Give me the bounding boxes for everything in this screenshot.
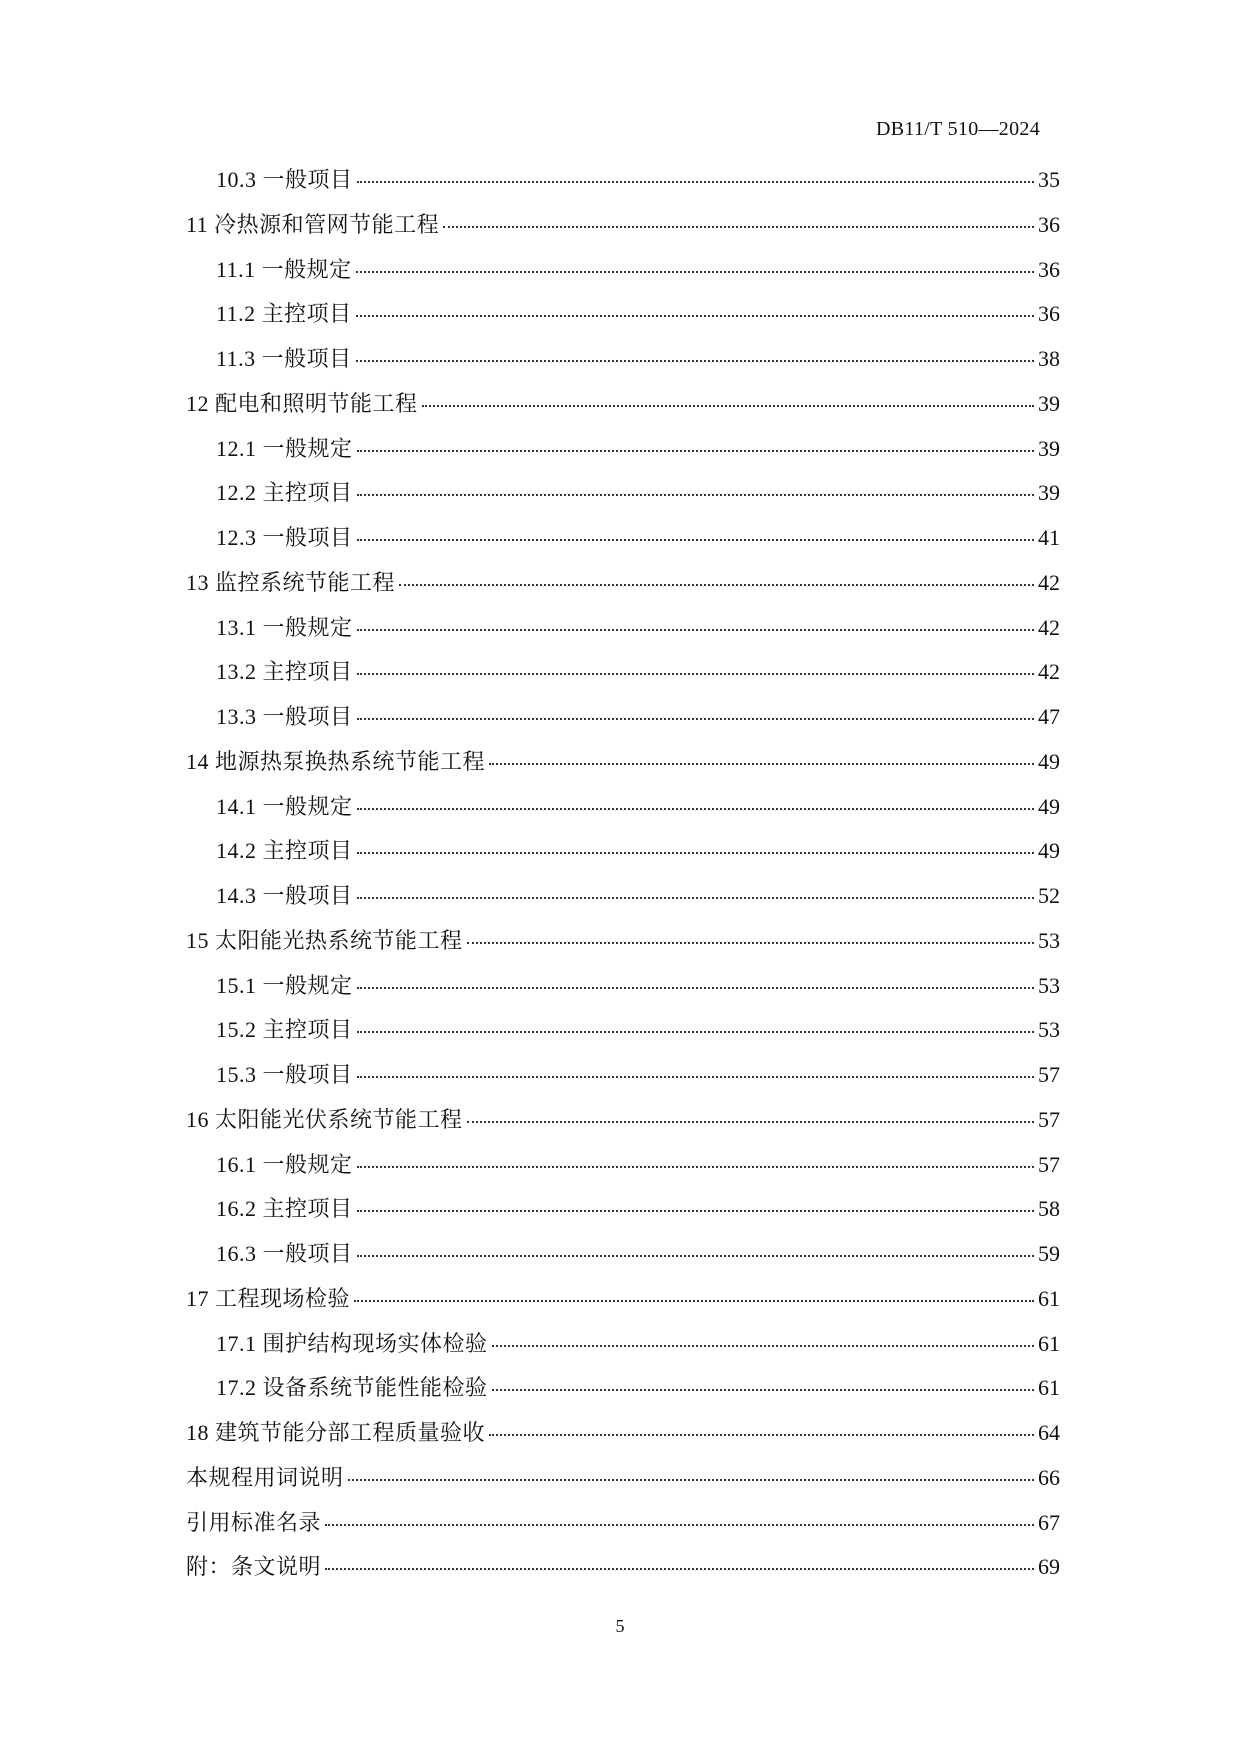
toc-entry-page: 59 bbox=[1038, 1241, 1060, 1266]
dot-leader bbox=[492, 1389, 1034, 1391]
toc-entry[interactable] bbox=[186, 971, 1060, 1016]
toc-entry-page: 61 bbox=[1038, 1330, 1060, 1356]
toc-entry[interactable] bbox=[186, 792, 1060, 837]
toc-entry-page: 42 bbox=[1038, 569, 1060, 595]
dot-leader bbox=[356, 360, 1034, 362]
toc-entry-page: 47 bbox=[1038, 704, 1060, 729]
toc-entry-page: 42 bbox=[1038, 659, 1060, 685]
toc-entry-page: 41 bbox=[1038, 525, 1060, 550]
toc-entry[interactable] bbox=[186, 255, 1060, 300]
toc-entry[interactable] bbox=[186, 478, 1060, 523]
toc-entry-title: 附：条文说明 bbox=[186, 1554, 322, 1580]
toc-entry-title: 13.1 一般规定 bbox=[216, 614, 353, 640]
dot-leader bbox=[356, 315, 1034, 317]
toc-entry-page: 42 bbox=[1038, 614, 1060, 640]
toc-entry-title: 12 配电和照明节能工程 bbox=[186, 390, 418, 416]
dot-leader bbox=[357, 1166, 1034, 1168]
table-of-contents bbox=[186, 165, 1060, 1597]
toc-entry-title: 15.1 一般规定 bbox=[216, 972, 353, 998]
toc-entry-title: 16.3 一般项目 bbox=[216, 1241, 353, 1266]
dot-leader bbox=[357, 539, 1034, 541]
toc-entry-title: 16 太阳能光伏系统节能工程 bbox=[186, 1106, 463, 1132]
toc-entry-title: 13.2 主控项目 bbox=[216, 659, 353, 685]
toc-entry-page: 66 bbox=[1038, 1464, 1060, 1490]
toc-entry-page: 57 bbox=[1038, 1151, 1060, 1177]
dot-leader bbox=[348, 1479, 1034, 1481]
toc-entry-page: 36 bbox=[1038, 301, 1060, 327]
dot-leader bbox=[357, 673, 1034, 675]
toc-entry-title: 引用标准名录 bbox=[186, 1509, 322, 1535]
toc-entry-title: 12.2 主控项目 bbox=[216, 480, 353, 506]
toc-entry[interactable] bbox=[186, 1508, 1060, 1553]
toc-entry-title: 17 工程现场检验 bbox=[186, 1285, 351, 1311]
toc-entry-title: 11.3 一般项目 bbox=[216, 346, 352, 371]
toc-entry-page: 53 bbox=[1038, 1017, 1060, 1043]
dot-leader bbox=[356, 271, 1034, 273]
toc-entry-title: 18 建筑节能分部工程质量验收 bbox=[186, 1420, 486, 1445]
toc-entry-title: 10.3 一般项目 bbox=[216, 167, 353, 192]
page-number: 5 bbox=[615, 1616, 625, 1636]
toc-entry[interactable] bbox=[186, 1015, 1060, 1060]
toc-entry[interactable] bbox=[186, 1150, 1060, 1195]
toc-entry-title: 11.2 主控项目 bbox=[216, 301, 352, 327]
dot-leader bbox=[354, 1300, 1034, 1302]
toc-entry-title: 11 冷热源和管网节能工程 bbox=[186, 211, 440, 237]
toc-entry-title: 15 太阳能光热系统节能工程 bbox=[186, 927, 463, 953]
toc-entry-title: 13 监控系统节能工程 bbox=[186, 569, 396, 595]
dot-leader bbox=[467, 1121, 1034, 1123]
toc-entry-page: 39 bbox=[1038, 480, 1060, 506]
toc-entry[interactable] bbox=[186, 1463, 1060, 1508]
toc-entry[interactable] bbox=[186, 836, 1060, 881]
dot-leader bbox=[357, 718, 1034, 720]
toc-entry-title: 16.2 主控项目 bbox=[216, 1196, 353, 1222]
toc-entry-page: 49 bbox=[1038, 748, 1060, 774]
toc-entry-title: 14.2 主控项目 bbox=[216, 838, 353, 864]
dot-leader bbox=[357, 987, 1034, 989]
dot-leader bbox=[467, 942, 1034, 944]
dot-leader bbox=[422, 405, 1034, 407]
toc-entry[interactable] bbox=[186, 1194, 1060, 1239]
toc-entry[interactable] bbox=[186, 926, 1060, 971]
toc-entry-page: 38 bbox=[1038, 346, 1060, 371]
toc-entry-title: 本规程用词说明 bbox=[186, 1464, 344, 1490]
toc-entry-page: 39 bbox=[1038, 390, 1060, 416]
dot-leader bbox=[357, 1210, 1034, 1212]
toc-entry-page: 69 bbox=[1038, 1554, 1060, 1580]
toc-entry-page: 39 bbox=[1038, 435, 1060, 461]
toc-entry-page: 53 bbox=[1038, 927, 1060, 953]
toc-entry-page: 36 bbox=[1038, 211, 1060, 237]
dot-leader bbox=[325, 1524, 1034, 1526]
toc-entry-page: 64 bbox=[1038, 1420, 1060, 1445]
toc-entry-title: 16.1 一般规定 bbox=[216, 1151, 353, 1177]
toc-entry[interactable] bbox=[186, 299, 1060, 344]
toc-entry[interactable] bbox=[186, 1552, 1060, 1597]
toc-entry-page: 61 bbox=[1038, 1285, 1060, 1311]
dot-leader bbox=[357, 494, 1034, 496]
dot-leader bbox=[489, 1434, 1034, 1436]
toc-entry-page: 57 bbox=[1038, 1062, 1060, 1087]
dot-leader bbox=[325, 1568, 1034, 1570]
toc-entry[interactable] bbox=[186, 1284, 1060, 1329]
toc-entry-page: 61 bbox=[1038, 1375, 1060, 1401]
toc-entry-title: 13.3 一般项目 bbox=[216, 704, 353, 729]
dot-leader bbox=[357, 1255, 1034, 1257]
dot-leader bbox=[357, 1076, 1034, 1078]
toc-entry-title: 17.1 围护结构现场实体检验 bbox=[216, 1330, 488, 1356]
dot-leader bbox=[357, 808, 1034, 810]
toc-entry-title: 15.2 主控项目 bbox=[216, 1017, 353, 1043]
dot-leader bbox=[489, 763, 1034, 765]
toc-entry-title: 14.3 一般项目 bbox=[216, 883, 353, 908]
toc-entry-page: 67 bbox=[1038, 1509, 1060, 1535]
toc-entry[interactable] bbox=[186, 434, 1060, 479]
toc-entry[interactable] bbox=[186, 613, 1060, 658]
toc-entry[interactable] bbox=[186, 523, 1060, 568]
toc-entry-page: 35 bbox=[1038, 167, 1060, 192]
toc-entry[interactable] bbox=[186, 1105, 1060, 1150]
toc-entry-title: 15.3 一般项目 bbox=[216, 1062, 353, 1087]
document-code: DB11/T 510—2024 bbox=[876, 118, 1040, 140]
toc-entry[interactable] bbox=[186, 1239, 1060, 1284]
toc-entry-page: 53 bbox=[1038, 972, 1060, 998]
dot-leader bbox=[443, 226, 1034, 228]
toc-entry[interactable] bbox=[186, 1373, 1060, 1418]
toc-entry[interactable] bbox=[186, 747, 1060, 792]
dot-leader bbox=[399, 584, 1034, 586]
dot-leader bbox=[357, 450, 1034, 452]
toc-entry-page: 58 bbox=[1038, 1196, 1060, 1222]
toc-entry-title: 14 地源热泵换热系统节能工程 bbox=[186, 748, 486, 774]
toc-entry-page: 57 bbox=[1038, 1106, 1060, 1132]
toc-entry-page: 36 bbox=[1038, 256, 1060, 282]
toc-entry-page: 49 bbox=[1038, 793, 1060, 819]
toc-entry[interactable] bbox=[186, 389, 1060, 434]
toc-entry[interactable] bbox=[186, 568, 1060, 613]
toc-entry[interactable] bbox=[186, 881, 1060, 926]
toc-entry-title: 11.1 一般规定 bbox=[216, 256, 352, 282]
toc-entry-title: 12.1 一般规定 bbox=[216, 435, 353, 461]
dot-leader bbox=[357, 1031, 1034, 1033]
toc-entry-title: 17.2 设备系统节能性能检验 bbox=[216, 1375, 488, 1401]
dot-leader bbox=[357, 897, 1034, 899]
dot-leader bbox=[357, 629, 1034, 631]
toc-entry[interactable] bbox=[186, 702, 1060, 747]
toc-entry[interactable] bbox=[186, 210, 1060, 255]
dot-leader bbox=[357, 181, 1034, 183]
toc-entry[interactable] bbox=[186, 657, 1060, 702]
toc-entry[interactable] bbox=[186, 1418, 1060, 1463]
toc-entry[interactable] bbox=[186, 165, 1060, 210]
toc-entry[interactable] bbox=[186, 1329, 1060, 1374]
toc-entry-page: 52 bbox=[1038, 883, 1060, 908]
toc-entry-page: 49 bbox=[1038, 838, 1060, 864]
toc-entry[interactable] bbox=[186, 1060, 1060, 1105]
dot-leader bbox=[492, 1345, 1034, 1347]
toc-entry-title: 14.1 一般规定 bbox=[216, 793, 353, 819]
dot-leader bbox=[357, 852, 1034, 854]
toc-entry-title: 12.3 一般项目 bbox=[216, 525, 353, 550]
toc-entry[interactable] bbox=[186, 344, 1060, 389]
